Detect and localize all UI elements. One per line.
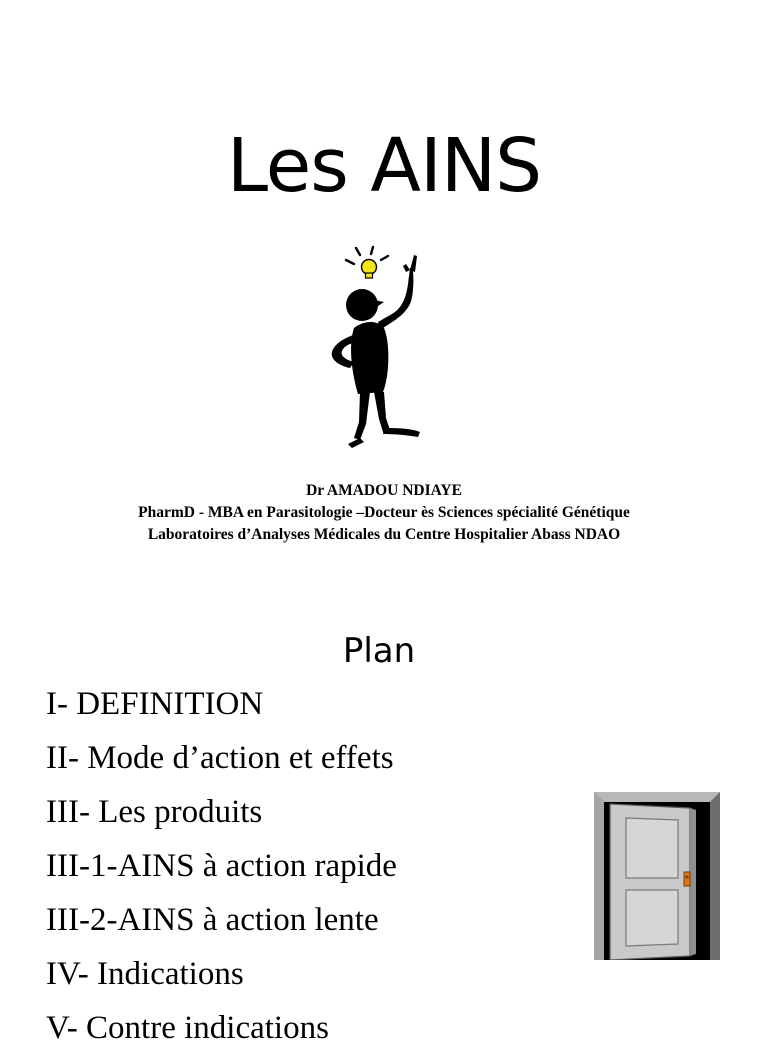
plan-list: [46, 677, 397, 1055]
author-credentials: PharmD - MBA en Parasitologie –Docteur ès Sciences spécialité Génétique: [138, 504, 630, 521]
slide-title: Les AINS: [226, 123, 542, 209]
thinking-figure-icon: [326, 242, 426, 452]
plan-item-definition: I- DEFINITION: [46, 686, 264, 722]
author-block: [0, 480, 768, 546]
plan-item-mode-action: II- Mode d’action et effets: [46, 740, 394, 776]
plan-item-contre-indications: V- Contre indications: [46, 1010, 329, 1046]
plan-item-produits: III- Les produits: [46, 794, 263, 830]
plan-title: Plan: [342, 631, 416, 671]
plan-item-action-rapide: III-1-AINS à action rapide: [46, 848, 397, 884]
plan-item-action-lente: III-2-AINS à action lente: [46, 902, 379, 938]
lightbulb-icon: [362, 260, 377, 279]
author-name: Dr AMADOU NDIAYE: [306, 482, 462, 499]
plan-item-indications: IV- Indications: [46, 956, 244, 992]
open-door-icon: [594, 792, 720, 960]
author-affiliation: Laboratoires d’Analyses Médicales du Centre Hospitalier Abass NDAO: [147, 526, 621, 543]
